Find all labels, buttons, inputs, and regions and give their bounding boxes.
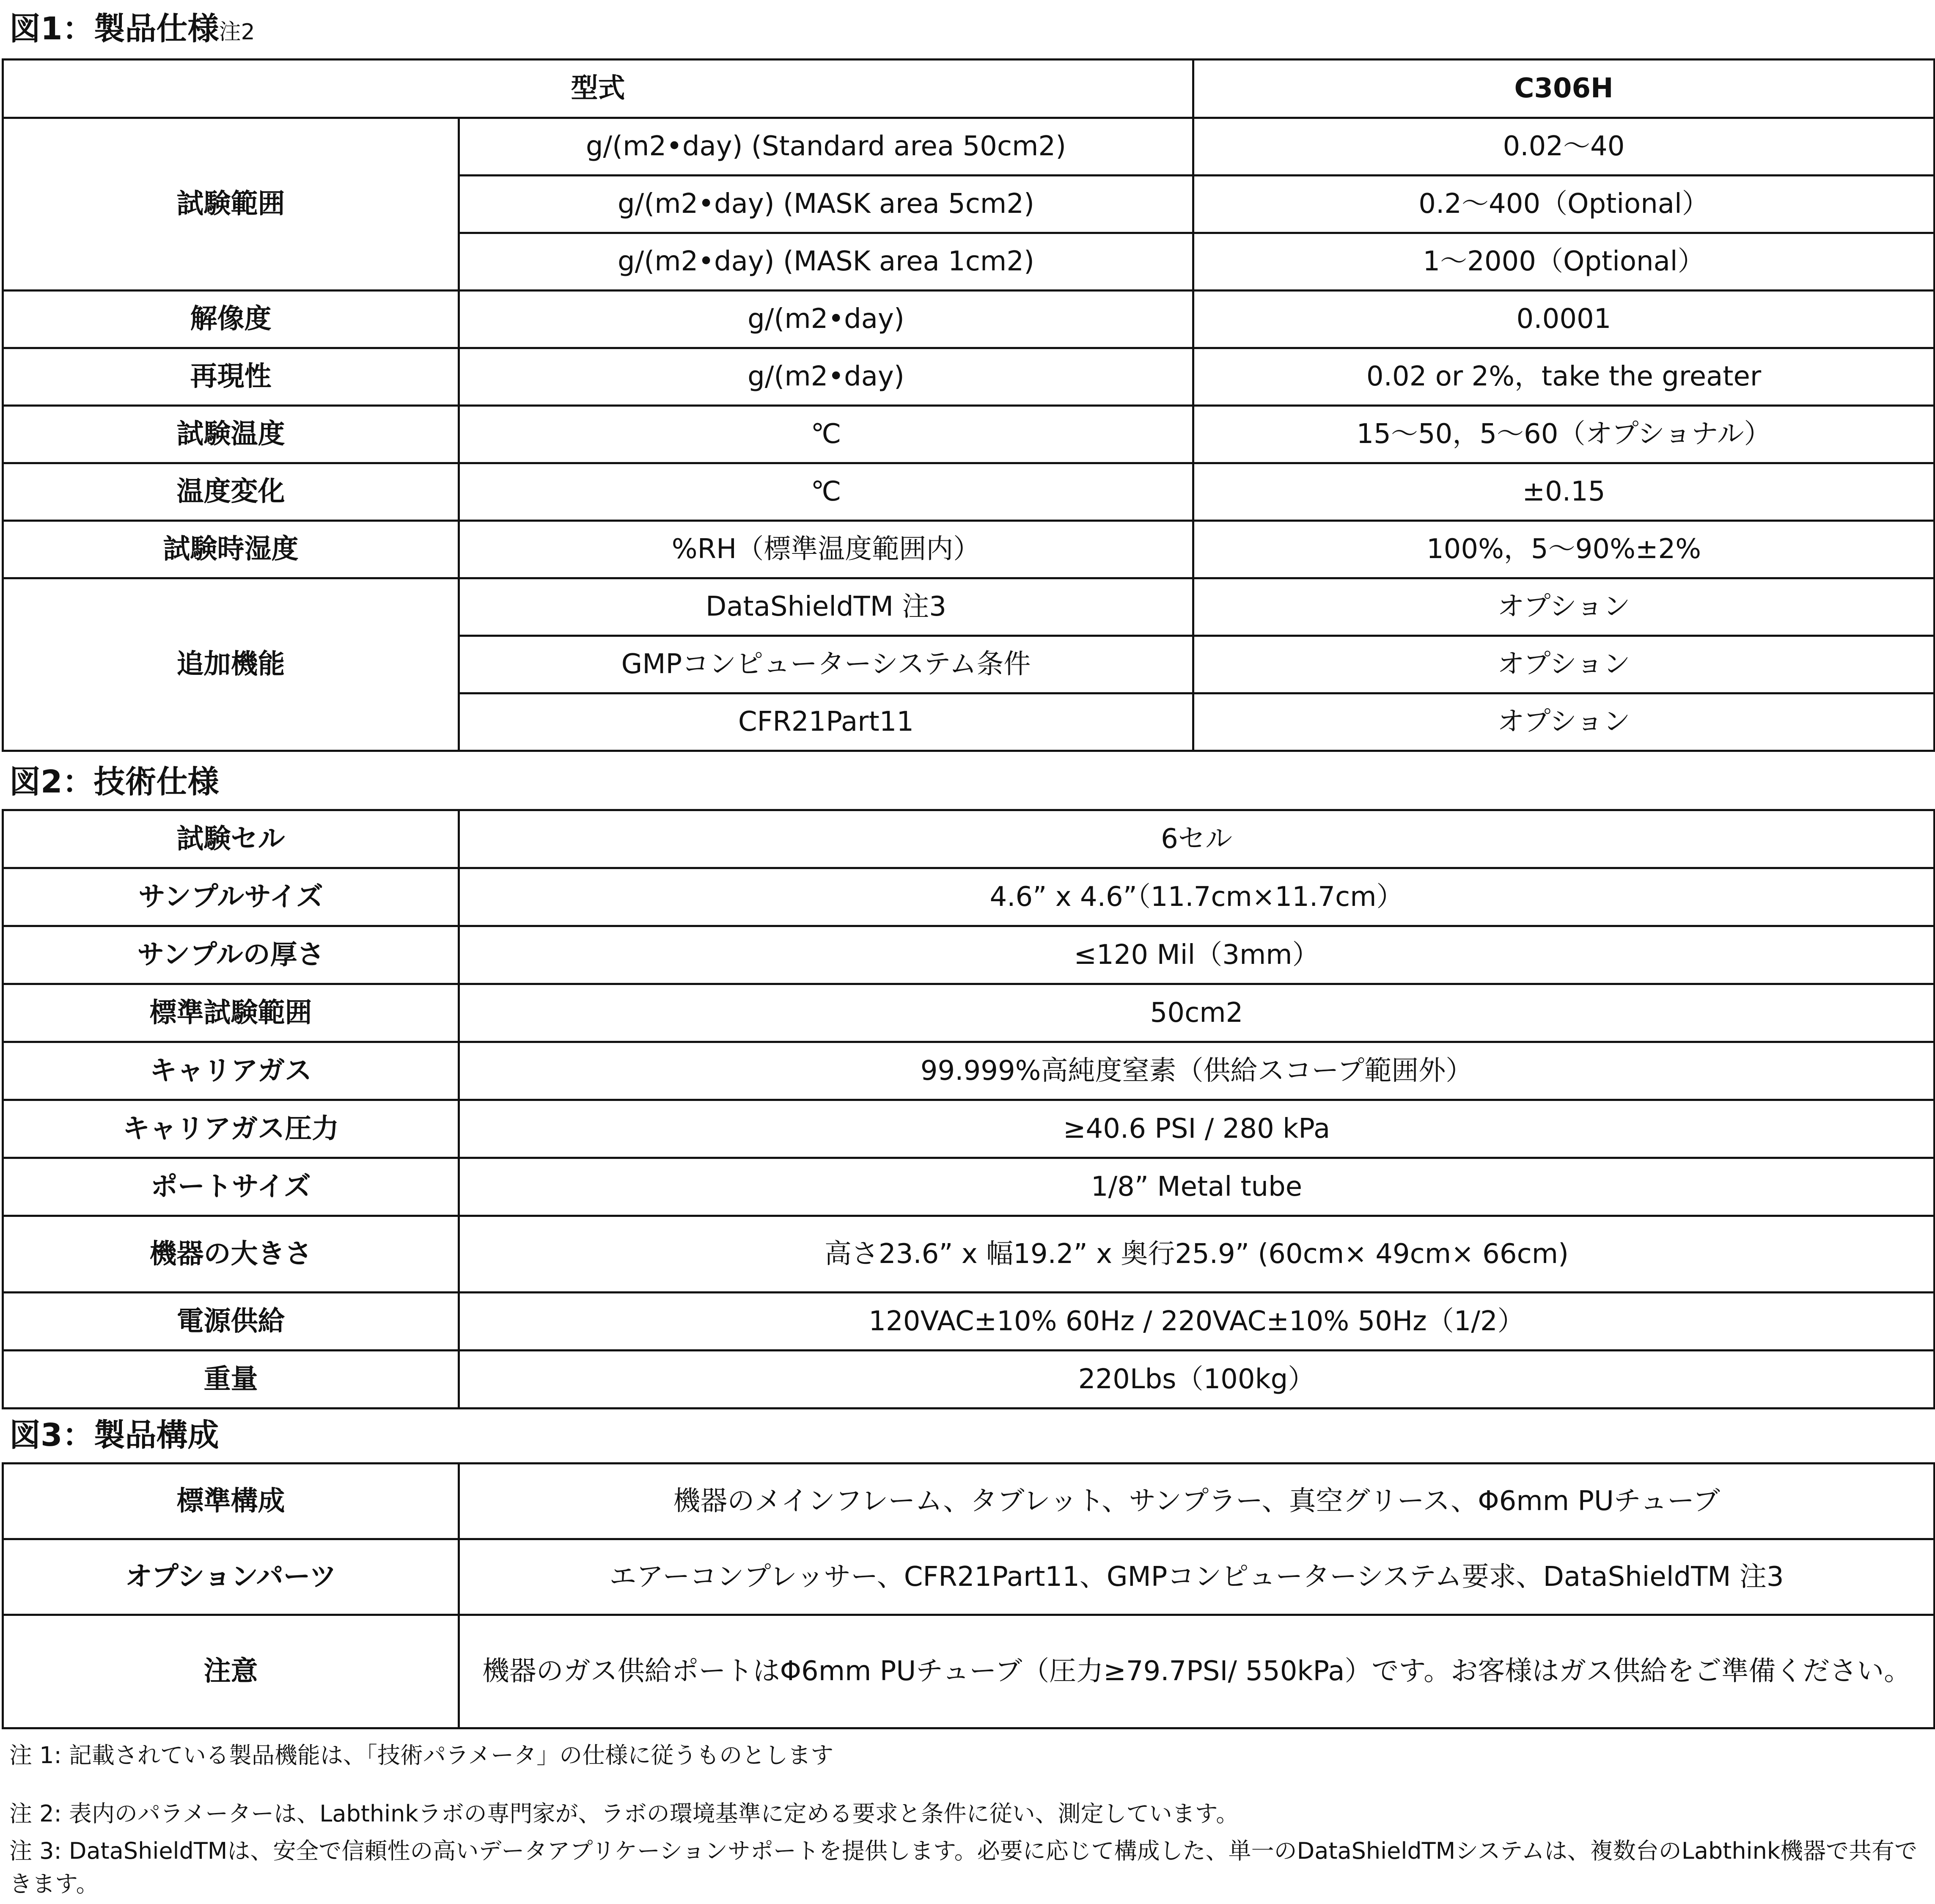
table-cell-value: 0.02 or 2%，take the greater	[1193, 348, 1935, 406]
table-row	[3, 1615, 1935, 1728]
technical-spec-table	[2, 809, 1935, 1409]
table-cell-label: キャリアガス	[3, 1042, 459, 1100]
fig1-title-note: 注2	[219, 19, 255, 45]
test-range-label: 試験範囲	[3, 118, 459, 291]
table-cell-value: 0.0001	[1193, 291, 1935, 348]
footnotes	[9, 1739, 1921, 1901]
table-cell-label: ポートサイズ	[3, 1158, 459, 1216]
fig2-title: 図2：技術仕様	[9, 764, 219, 800]
table-cell-unit: g/(m2•day) (MASK area 5cm2)	[459, 176, 1193, 233]
footnote-1: 注 1: 記載されている製品機能は、「技術パラメータ」の仕様に従うものとします	[9, 1742, 834, 1769]
table-cell-label: 温度変化	[3, 463, 459, 521]
table-cell-value: 6セル	[459, 810, 1935, 868]
table-cell-value: 1～2000（Optional）	[1193, 233, 1935, 291]
table-row	[3, 463, 1935, 521]
table-cell-label: サンプルの厚さ	[3, 926, 459, 984]
table-cell-unit: ℃	[459, 463, 1193, 521]
table-cell-label: キャリアガス圧力	[3, 1100, 459, 1158]
model-value: C306H	[1193, 60, 1935, 118]
table-row	[3, 348, 1935, 406]
table-row	[3, 1351, 1935, 1409]
table-row	[3, 521, 1935, 578]
table-cell-unit: g/(m2•day)	[459, 348, 1193, 406]
table-cell-label: 試験時湿度	[3, 521, 459, 578]
table-cell-label: オプションパーツ	[3, 1539, 459, 1615]
table-cell-label: 重量	[3, 1351, 459, 1409]
table-cell-label: 再現性	[3, 348, 459, 406]
table-cell-value: 120VAC±10% 60Hz / 220VAC±10% 50Hz（1/2）	[459, 1293, 1935, 1351]
table-cell-unit: g/(m2•day) (Standard area 50cm2)	[459, 118, 1193, 176]
table-cell-value: ≥40.6 PSI / 280 kPa	[459, 1100, 1935, 1158]
table-cell-value: オプション	[1193, 693, 1935, 751]
table-cell-value: 100%，5～90%±2%	[1193, 521, 1935, 578]
table-cell-unit: ℃	[459, 406, 1193, 463]
table-cell-label: 解像度	[3, 291, 459, 348]
table-cell-value: エアーコンプレッサー、CFR21Part11、GMPコンピューターシステム要求、DataShieldTM 注3	[459, 1539, 1935, 1615]
table-cell-unit: GMPコンピューターシステム条件	[459, 636, 1193, 693]
table-cell-label: 試験温度	[3, 406, 459, 463]
table-cell-label: 注意	[3, 1615, 459, 1728]
extra-features-label: 追加機能	[3, 578, 459, 751]
table-cell-value: 4.6” x 4.6”（11.7cm×11.7cm）	[459, 868, 1935, 926]
table-row	[3, 578, 1935, 636]
table-cell-unit: CFR21Part11	[459, 693, 1193, 751]
table-cell-unit: %RH（標準温度範囲内）	[459, 521, 1193, 578]
table-cell-value: 機器のメインフレーム、タブレット、サンプラー、真空グリース、Φ6mm PUチューブ	[459, 1464, 1935, 1539]
table-row	[3, 1158, 1935, 1216]
product-spec-table	[2, 58, 1935, 752]
table-cell-label: 電源供給	[3, 1293, 459, 1351]
table-cell-unit: g/(m2•day)	[459, 291, 1193, 348]
table-row	[3, 1042, 1935, 1100]
table-row	[3, 291, 1935, 348]
table-cell-value: 99.999%高純度窒素（供給スコープ範囲外）	[459, 1042, 1935, 1100]
table-cell-value: 15～50，5～60（オプショナル）	[1193, 406, 1935, 463]
table-row	[3, 60, 1935, 118]
table-cell-unit: DataShieldTM 注3	[459, 578, 1193, 636]
table-cell-label: 標準構成	[3, 1464, 459, 1539]
table-cell-value: ≤120 Mil（3mm）	[459, 926, 1935, 984]
table-row	[3, 1293, 1935, 1351]
table-row	[3, 984, 1935, 1042]
table-cell-value: ±0.15	[1193, 463, 1935, 521]
table-cell-label: サンプルサイズ	[3, 868, 459, 926]
table-cell-label: 標準試験範囲	[3, 984, 459, 1042]
table-row	[3, 1216, 1935, 1293]
table-row	[3, 406, 1935, 463]
table-row	[3, 810, 1935, 868]
footnote-2: 注 2: 表内のパラメーターは、Labthinkラボの専門家が、ラボの環境基準に定める要求と条件に従い、測定しています。	[9, 1800, 1239, 1827]
table-row	[3, 1100, 1935, 1158]
table-cell-value: 機器のガス供給ポートはΦ6mm PUチューブ（圧力≥79.7PSI/ 550kPa）です。お客様はガス供給をご準備ください。	[459, 1615, 1935, 1728]
table-row	[3, 926, 1935, 984]
table-cell-label: 機器の大きさ	[3, 1216, 459, 1293]
table-row	[3, 868, 1935, 926]
table-cell-label: 試験セル	[3, 810, 459, 868]
model-label: 型式	[3, 60, 1193, 118]
table-cell-value: 50cm2	[459, 984, 1935, 1042]
table-cell-value: オプション	[1193, 578, 1935, 636]
table-cell-value: 0.02～40	[1193, 118, 1935, 176]
footnote-3: 注 3: DataShieldTMは、安全で信頼性の高いデータアプリケーションサポートを提供します。必要に応じて構成した、単一のDataShieldTMシステムは、複数台のLabthink機器で共有できます。	[9, 1838, 1918, 1897]
product-config-table	[2, 1462, 1935, 1729]
table-cell-unit: g/(m2•day) (MASK area 1cm2)	[459, 233, 1193, 291]
table-row	[3, 1539, 1935, 1615]
table-cell-value: 0.2～400（Optional）	[1193, 176, 1935, 233]
table-cell-value: 1/8” Metal tube	[459, 1158, 1935, 1216]
table-cell-value: 220Lbs（100kg）	[459, 1351, 1935, 1409]
table-row	[3, 1464, 1935, 1539]
table-row	[3, 118, 1935, 176]
fig1-title: 図1：製品仕様注2	[9, 11, 255, 47]
fig3-title: 図3：製品構成	[9, 1417, 219, 1453]
table-cell-value: 高さ23.6” x 幅19.2” x 奥行25.9” (60cm× 49cm× 66cm)	[459, 1216, 1935, 1293]
table-cell-value: オプション	[1193, 636, 1935, 693]
